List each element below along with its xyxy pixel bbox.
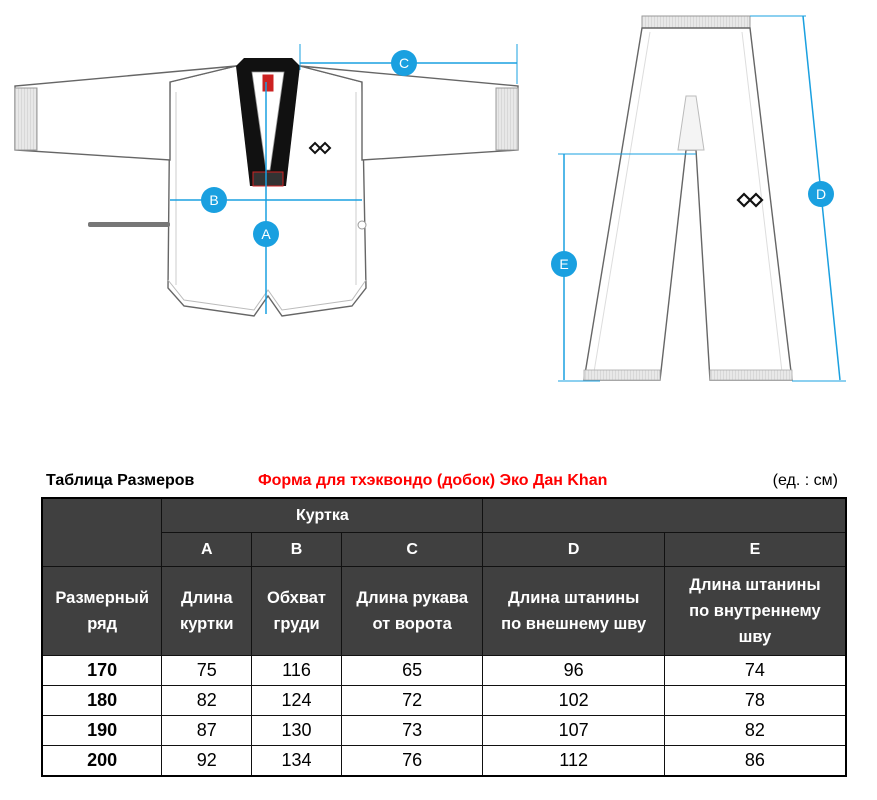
cell-a: 87 [162, 716, 252, 746]
left-cuff [15, 88, 37, 150]
header-chest: Обхват груди [252, 567, 342, 656]
cell-a: 92 [162, 746, 252, 777]
header-jacket-length: Длина куртки [162, 567, 252, 656]
caption-units: (ед. : см) [772, 472, 838, 489]
table-row [42, 686, 846, 716]
header-outer-seam: Длина штанины по внешнему шву [483, 567, 664, 656]
table-caption [44, 470, 844, 496]
marker-d-label: D [815, 186, 827, 202]
cell-e: 86 [664, 746, 846, 777]
table-row [42, 746, 846, 777]
belt-tie [88, 222, 170, 227]
marker-c-label: C [398, 55, 410, 71]
cell-c: 73 [341, 716, 483, 746]
size-table [41, 497, 847, 777]
pants-group-header [483, 498, 846, 533]
cell-c: 76 [341, 746, 483, 777]
cell-e: 74 [664, 656, 846, 686]
letter-e: E [664, 533, 846, 567]
corner-cell [42, 498, 162, 567]
table-row [42, 716, 846, 746]
letter-a: A [162, 533, 252, 567]
letter-b: B [252, 533, 342, 567]
cell-a: 75 [162, 656, 252, 686]
cell-b: 124 [252, 686, 342, 716]
collar-label [253, 172, 283, 186]
cell-d: 107 [483, 716, 664, 746]
cell-c: 72 [341, 686, 483, 716]
cell-d: 102 [483, 686, 664, 716]
right-cuff [496, 88, 518, 150]
header-name-row [42, 567, 846, 656]
pants-body [584, 28, 792, 380]
side-button [358, 221, 366, 229]
header-size: Размерный ряд [42, 567, 162, 656]
header-group-row [42, 498, 846, 533]
cell-d: 96 [483, 656, 664, 686]
row-size: 190 [42, 716, 162, 746]
header-sleeve: Длина рукава от ворота [341, 567, 483, 656]
cell-b: 134 [252, 746, 342, 777]
marker-e-label: E [559, 256, 569, 272]
row-size: 200 [42, 746, 162, 777]
cell-b: 116 [252, 656, 342, 686]
cell-e: 78 [664, 686, 846, 716]
marker-a-label: A [261, 226, 271, 242]
collar-tag [262, 74, 274, 92]
caption-product: Форма для тхэквондо (добок) Эко Дан Khan [258, 472, 608, 489]
cell-c: 65 [341, 656, 483, 686]
header-letter-row [42, 533, 846, 567]
jacket-drawing [15, 44, 518, 316]
pants-drawing [551, 16, 846, 381]
letter-c: C [341, 533, 483, 567]
caption-left: Таблица Размеров [46, 472, 195, 489]
cell-b: 130 [252, 716, 342, 746]
header-inner-seam: Длина штанины по внутреннему шву [664, 567, 846, 656]
marker-b-label: B [209, 192, 219, 208]
cell-e: 82 [664, 716, 846, 746]
row-size: 170 [42, 656, 162, 686]
jacket-group-header: Куртка [162, 498, 483, 533]
table-row [42, 656, 846, 686]
waistband [642, 16, 750, 28]
cell-d: 112 [483, 746, 664, 777]
cell-a: 82 [162, 686, 252, 716]
row-size: 180 [42, 686, 162, 716]
letter-d: D [483, 533, 664, 567]
